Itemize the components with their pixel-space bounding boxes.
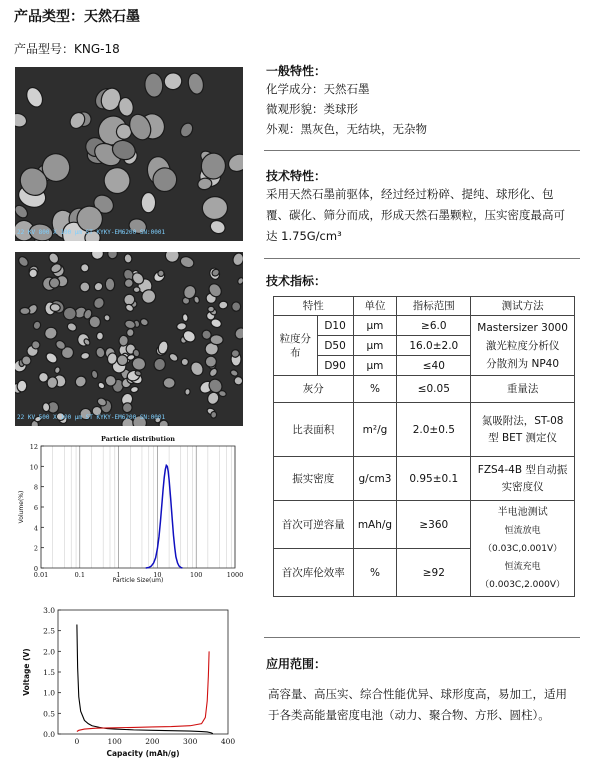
sem-particle [96,332,103,340]
sem-image-1 [15,67,243,241]
table-row [274,316,575,336]
header-cell: 特性 [274,297,354,316]
header-cell: 单位 [353,297,397,316]
y-tick-label: 0.0 [43,730,55,739]
spec-table [273,296,575,597]
x-tick-label: 400 [220,737,236,746]
sem-particle [133,287,140,293]
sem-particle [80,282,90,292]
sem-particle [181,358,189,366]
table-cell: µm [353,356,397,376]
tech-line-3: 达 1.75G/cm³ [266,229,342,243]
table-cell: 16.0±2.0 [397,336,471,356]
table-cell: D90 [317,356,353,376]
y-axis-label: Voltage (V) [22,648,31,696]
sem-particle [105,278,115,291]
y-tick-label: 3.0 [43,606,55,615]
x-tick-label: 1 [116,571,121,579]
table-cell: 首次可逆容量 [274,501,354,549]
table-cell: mAh/g [353,501,397,549]
particle-method-cell [471,316,575,376]
y-axis-label: Volume(%) [18,490,25,524]
general-heading: 一般特性： [266,64,327,78]
x-tick-label: 100 [189,571,203,579]
general-line-1: 化学成分：天然石墨 [266,82,370,96]
method-line: 恒流放电 [504,526,541,536]
table-cell: m²/g [353,403,397,457]
sem-particle [108,252,118,259]
method-line: 实密度仪 [501,481,544,493]
y-tick-label: 4 [33,524,38,533]
table-cell: 首次库伦效率 [274,549,354,597]
sem-particle [163,377,175,388]
sem-particle [119,335,129,346]
application-line-2: 于各类高能量密度电池（动力、聚合物、方形、圆柱）。 [268,708,550,722]
table-cell: 重量法 [471,376,575,403]
sem-image-2-caption: 22 KV 500 X 100 µm ST KYKY-EM6200 SN:0001 [17,414,166,421]
method-line: FZS4-4B 型自动振 [477,464,568,476]
x-tick-label: 0.1 [74,571,85,579]
chart-title: Particle distribution [100,435,176,443]
y-tick-label: 0.5 [43,709,55,719]
chart-background [15,433,243,593]
x-axis-label: Particle Size(um) [112,577,164,584]
x-tick-label: 0.01 [33,571,49,579]
table-cell: µm [353,336,397,356]
method-line: 恒流充电 [504,562,541,572]
general-line-2: 微观形貌：类球形 [266,102,358,116]
application-heading: 应用范围： [266,657,327,671]
table-cell: ≥360 [397,501,471,549]
y-tick-label: 1.5 [43,668,55,677]
table-cell: % [353,549,397,597]
table-cell: ≥6.0 [397,316,471,336]
x-tick-label: 100 [107,737,122,746]
x-tick-label: 0 [74,737,80,746]
y-tick-label: 2 [33,544,38,553]
sem-particle [42,402,50,412]
sem-particle [126,328,134,337]
sem-particle [231,301,241,311]
table-cell: D50 [317,336,353,356]
y-tick-label: 0 [33,565,38,573]
table-cell [471,457,575,501]
method-line: Mastersizer 3000 [477,321,568,334]
method-line: （0.003C,2.000V） [480,580,565,590]
header-cell: 指标范围 [397,297,471,316]
method-line: 氮吸附法，ST-08 [481,415,564,427]
method-line: 型 BET 测定仪 [488,432,558,444]
table-cell [471,403,575,457]
tech-line-2: 覆、碳化、筛分而成，形成天然石墨颗粒，压实密度最高可 [266,208,565,222]
capacity-voltage-chart [15,602,243,762]
product-model: 产品型号：KNG-18 [14,42,120,56]
y-tick-label: 2.0 [43,647,55,657]
y-tick-label: 12 [29,443,38,451]
table-cell: µm [353,316,397,336]
sem-image-1-graphic [15,67,243,241]
sem-image-1-caption: 22 KV 800 X 100 µm ST KYKY-EM6200 SN:0001 [17,229,166,236]
x-tick-label: 200 [145,737,160,746]
halfcell-method-cell [471,501,575,597]
table-cell: g/cm3 [353,457,397,501]
x-axis-label: Capacity (mAh/g) [106,749,180,758]
method-line: 激光粒度分析仪 [485,339,560,352]
method-line: 半电池测试 [497,507,548,518]
tech-heading: 技术特性： [266,169,327,183]
table-cell: 振实密度 [274,457,354,501]
table-cell: D10 [317,316,353,336]
table-cell: 灰分 [274,376,354,403]
table-cell: 比表面积 [274,403,354,457]
y-tick-label: 2.5 [43,626,55,636]
sem-image-2 [15,252,243,426]
divider [264,150,580,151]
sem-particle [208,306,215,312]
method-line: （0.03C,0.001V） [483,544,563,554]
x-tick-label: 10 [153,571,162,579]
sem-particle [210,334,223,345]
indicators-heading: 技术指标： [266,274,327,288]
table-cell: % [353,376,397,403]
table-cell: ≤40 [397,356,471,376]
table-cell: ≥92 [397,549,471,597]
table-header-row [274,297,575,316]
header-cell: 测试方法 [471,297,575,316]
divider [264,637,580,638]
y-tick-label: 10 [29,463,38,472]
sem-particle [184,388,190,395]
product-type-title: 产品类型：天然石墨 [14,9,140,25]
y-tick-label: 8 [33,483,38,492]
table-row [274,457,575,501]
sem-particle [124,253,133,263]
sem-particle [141,193,155,213]
method-line: 分散剂为 NP40 [486,357,560,370]
particle-label: 粒度分布 [274,316,318,376]
sem-particle [20,307,30,314]
table-row [274,501,575,549]
sem-image-2-graphic [15,252,243,426]
x-tick-label: 300 [183,737,198,746]
sem-particle [205,356,216,367]
y-tick-label: 6 [33,504,38,512]
application-line-1: 高容量、高压实、综合性能优异、球形度高，易加工，适用 [268,687,567,701]
table-cell: 0.95±0.1 [397,457,471,501]
table-row [274,376,575,403]
particle-distribution-chart [15,433,243,593]
tech-line-1: 采用天然石墨前驱体，经过经过粉碎、提纯、球形化、包 [266,187,554,201]
table-cell: ≤0.05 [397,376,471,403]
sem-particle [158,270,164,276]
x-tick-label: 1000 [226,571,243,579]
sem-particle [50,303,61,312]
sem-particle [182,313,189,321]
y-tick-label: 1.0 [43,688,55,698]
divider [264,258,580,259]
table-cell: 2.0±0.5 [397,403,471,457]
table-row [274,403,575,457]
general-line-3: 外观：黑灰色，无结块，无杂物 [266,122,427,136]
